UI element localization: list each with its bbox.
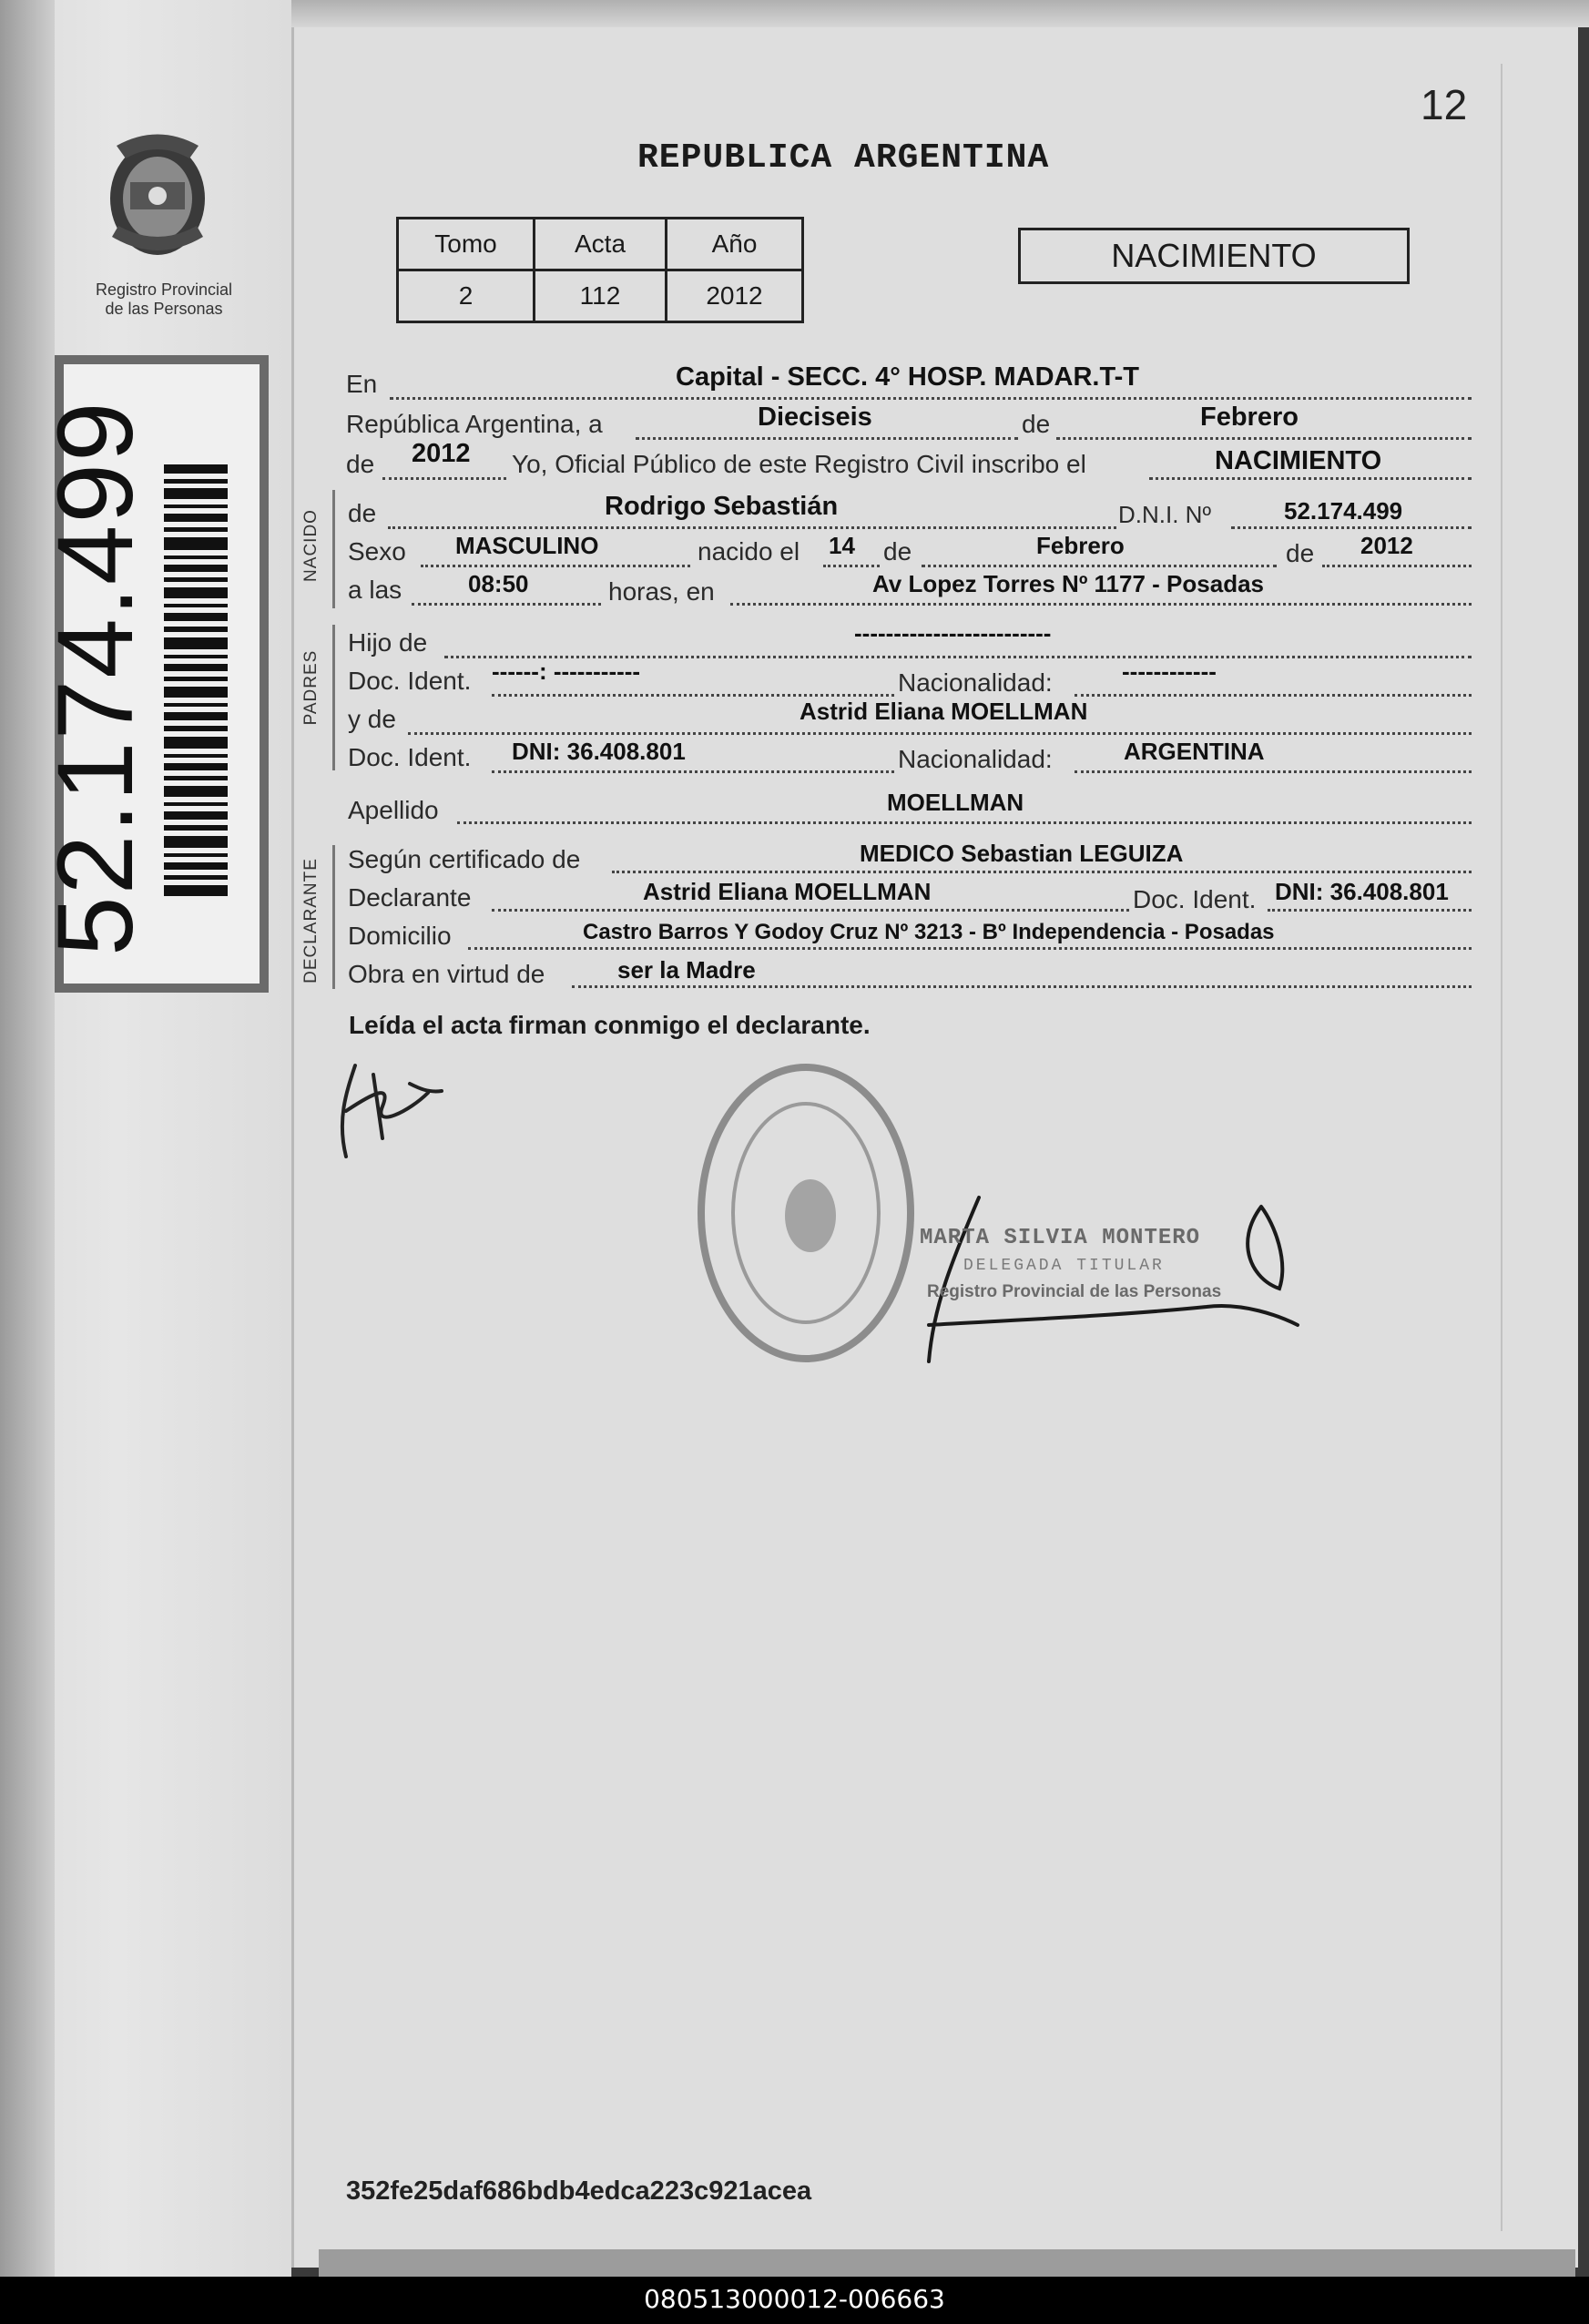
mother-doc-value: DNI: 36.408.801: [512, 738, 686, 765]
inscribe-value: NACIMIENTO: [1215, 446, 1382, 475]
dni-label: D.N.I. Nº: [1118, 501, 1211, 528]
dotted-line: [1075, 770, 1472, 773]
dotted-line: [612, 871, 1472, 873]
father-nationality-label: Nacionalidad:: [898, 668, 1053, 697]
dotted-line: [1056, 437, 1472, 440]
father-value: -------------------------: [854, 619, 1052, 647]
apellido-value: MOELLMAN: [887, 789, 1024, 816]
birth-year-value: 2012: [1360, 532, 1413, 559]
tomo-acta-table: [396, 217, 804, 323]
dotted-line: [492, 909, 1129, 912]
apellido-label: Apellido: [348, 796, 439, 824]
dotted-line: [421, 565, 690, 567]
dotted-line: [572, 985, 1472, 988]
cert-value: MEDICO Sebastian LEGUIZA: [860, 840, 1184, 867]
year-value: 2012: [412, 439, 471, 468]
horas-label: horas, en: [608, 577, 715, 606]
dotted-line: [457, 821, 1472, 824]
dotted-line: [412, 603, 601, 606]
birth-month-value: Febrero: [1036, 532, 1125, 559]
de2-label: de: [346, 450, 375, 478]
registry-label-line1: Registro Provincial: [95, 280, 233, 299]
hijo-label: Hijo de: [348, 628, 428, 657]
child-dni-value: 52.174.499: [1284, 497, 1403, 525]
en-value: Capital - SECC. 4° HOSP. MADAR.T-T: [676, 362, 1139, 392]
mother-doc-label: Doc. Ident.: [348, 743, 472, 771]
de-label: de: [1022, 410, 1051, 438]
table-header-acta: Acta: [535, 219, 667, 270]
stub-edge: [0, 0, 55, 2286]
day-value: Dieciseis: [758, 403, 872, 432]
book-bottom-edge: [319, 2249, 1575, 2277]
dotted-line: [382, 477, 506, 480]
dotted-line: [1075, 694, 1472, 697]
dotted-line: [922, 565, 1277, 567]
page-margin-rule: [1501, 64, 1502, 2231]
mother-name-value: Astrid Eliana MOELLMAN: [800, 698, 1088, 725]
obra-value: ser la Madre: [617, 956, 756, 984]
table-header-ano: Año: [667, 219, 803, 270]
section-label-declarante: DECLARANTE: [301, 858, 321, 984]
section-divider: [332, 490, 335, 608]
sexo-label: Sexo: [348, 537, 406, 566]
dotted-line: [1149, 477, 1472, 480]
time-value: 08:50: [468, 570, 529, 597]
footer-id: 080513000012-006663: [644, 2284, 945, 2314]
dotted-line: [636, 437, 1018, 440]
declarante-doc-value: DNI: 36.408.801: [1275, 878, 1449, 905]
obra-label: Obra en virtud de: [348, 960, 545, 988]
table-header-row: [398, 219, 803, 270]
section-label-padres: PADRES: [301, 649, 321, 726]
republica-label: República Argentina, a: [346, 410, 603, 438]
dotted-line: [823, 565, 880, 567]
dotted-line: [388, 526, 1116, 529]
book-top-edge: [273, 0, 1589, 27]
table-value-acta: 112: [535, 270, 667, 322]
alas-label: a las: [348, 576, 402, 604]
table-value-row: [398, 270, 803, 322]
dotted-line: [1231, 526, 1472, 529]
oficial-text: Yo, Oficial Público de este Registro Civil inscribo el: [512, 450, 1086, 478]
section-divider: [332, 845, 335, 989]
domicilio-label: Domicilio: [348, 922, 452, 950]
dotted-line: [492, 694, 894, 697]
father-nationality-value: ------------: [1122, 657, 1217, 685]
cert-label: Según certificado de: [348, 845, 581, 873]
dotted-line: [1322, 565, 1472, 567]
official-signature-icon: [915, 1188, 1307, 1371]
nacido-de-label: de: [348, 499, 377, 527]
declarante-value: Astrid Eliana MOELLMAN: [643, 878, 932, 905]
stamp-name: MARTA SILVIA MONTERO: [920, 1226, 1201, 1250]
domicilio-value: Castro Barros Y Godoy Cruz Nº 3213 - Bº Independencia - Posadas: [583, 920, 1275, 944]
stamp-office: Registro Provincial de las Personas: [927, 1282, 1222, 1301]
registry-label-line2: de las Personas: [105, 300, 223, 318]
section-divider: [332, 625, 335, 770]
nacido-el-label: nacido el: [698, 537, 800, 566]
document-hash: 352fe25daf686bdb4edca223c921acea: [346, 2176, 812, 2206]
declarante-doc-label: Doc. Ident.: [1133, 885, 1257, 913]
de-label: de: [883, 537, 912, 566]
table-value-ano: 2012: [667, 270, 803, 322]
birth-day-value: 14: [829, 532, 855, 559]
provincial-emblem-icon: [89, 127, 226, 264]
father-doc-label: Doc. Ident.: [348, 667, 472, 695]
table-value-tomo: 2: [398, 270, 535, 322]
registry-label: [55, 280, 273, 319]
father-doc-value: ------: -----------: [492, 657, 641, 685]
de-label: de: [1286, 539, 1315, 567]
child-name-value: Rodrigo Sebastián: [605, 492, 839, 521]
dotted-line: [730, 603, 1472, 606]
dotted-line: [390, 397, 1472, 400]
dotted-line: [408, 732, 1472, 735]
declarante-label: Declarante: [348, 883, 472, 912]
official-seal-icon: [692, 1056, 920, 1371]
document-title: REPUBLICA ARGENTINA: [637, 138, 1050, 178]
dotted-line: [468, 947, 1472, 950]
section-label-nacido: NACIDO: [301, 509, 321, 582]
table-header-tomo: Tomo: [398, 219, 535, 270]
birth-place-value: Av Lopez Torres Nº 1177 - Posadas: [872, 570, 1264, 597]
month-value: Febrero: [1200, 403, 1299, 432]
declarant-signature-icon: [319, 1056, 446, 1166]
stamp-title: DELEGADA TITULAR: [963, 1257, 1165, 1275]
sexo-value: MASCULINO: [455, 532, 599, 559]
mother-nationality-label: Nacionalidad:: [898, 745, 1053, 773]
dotted-line: [492, 770, 894, 773]
page-number: 12: [1421, 81, 1468, 128]
record-type-box: NACIMIENTO: [1018, 228, 1410, 284]
dotted-line: [1268, 909, 1472, 912]
mother-nationality-value: ARGENTINA: [1124, 738, 1265, 765]
barcode-bars: [164, 464, 228, 902]
closing-text: Leída el acta firman conmigo el declarante.: [349, 1011, 871, 1039]
barcode-number: 52.174.499: [36, 400, 156, 956]
yde-label: y de: [348, 705, 396, 733]
en-label: En: [346, 370, 378, 398]
